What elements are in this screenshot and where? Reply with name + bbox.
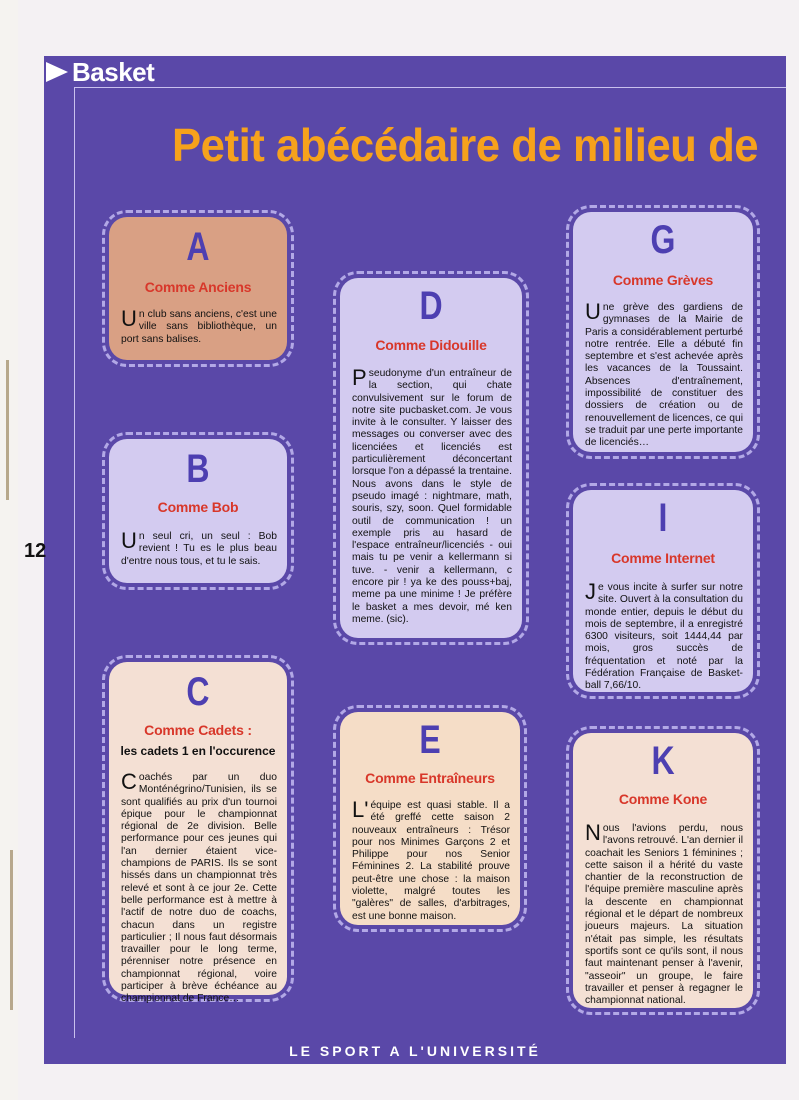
card-letter: D bbox=[419, 284, 443, 328]
section-label: Basket bbox=[72, 56, 155, 87]
card-body: Un club sans anciens, c'est une ville sans bibliothèque, un port sans balises. bbox=[121, 306, 277, 345]
page-title: Petit abécédaire de milieu de bbox=[172, 119, 759, 171]
card-g bbox=[573, 212, 753, 452]
card-e bbox=[340, 712, 520, 925]
header-rule bbox=[74, 87, 786, 88]
card-subheading: les cadets 1 en l'occurence bbox=[120, 744, 276, 758]
card-a bbox=[109, 217, 287, 360]
card-body: Je vous incite à surfer sur notre site. Ouvert à la consultation du monde entier, depuis le début du mois de septembre, il a enregistré 6300 visiteurs, soit 1444,44 par mois, gros succès de fréquentation et noté par la Fédération Française de Basket-ball 7,66/10. bbox=[585, 579, 743, 692]
card-letter: K bbox=[651, 739, 675, 783]
page-number: 12 bbox=[24, 540, 47, 562]
card-heading: Comme Grèves bbox=[612, 272, 714, 288]
card-k bbox=[573, 733, 753, 1008]
arrow-icon bbox=[46, 62, 68, 82]
card-body: Coachés par un duo Monténégrino/Tunisien, ils se sont qualifiés au prix d'un tournoi épique pour le championnat régional de 2e division. Belle performance pour ces jeunes qui l'an dernier étaient vice-champions de PARIS. Ils se sont hissés dans un championnat très relevé et sont à ce jour 2e. Cette belle performance est à mettre à l'actif de notre duo de coachs, chacun dans un registre particulier ; Il nous faut désormais travailler pour le long terme, pérenniser notre présence en championnat régional, voire participer à brève échéance au championnat de France… bbox=[121, 769, 277, 1005]
card-body: Un seul cri, un seul : Bob revient ! Tu es le plus beau d'entre nous tous, et tu le sais. bbox=[121, 528, 277, 567]
card-body: L'équipe est quasi stable. Il a été greffé cette saison 2 nouveaux entraîneurs : Trésor pour nos Minimes Garçons 2 et Philippe pour nos Senior Féminines 2. La stabilité prouve peut-être une chose : la maison violette, malgré toutes les "galères" de salles, d'arbitrages, est une bonne maison. bbox=[352, 797, 510, 922]
card-heading: Comme Anciens bbox=[144, 279, 252, 295]
card-body: Pseudonyme d'un entraîneur de la section, qui chate convulsivement sur le forum de notre site pucbasket.com. Je vous invite à le consulter. Y laisser des messages ou converser avec des licenciées et licenciés est particulièrement déconcertant lorsque l'on a dépassé la trentaine. Nous avons dans le style de pseudo imagé : nightmare, math, souris, szy, soon. Quel formidable outil de communication ! un exemple pris au hasard de l'espace entraîneur/licenciés - oui mais tu pe venir a kellermann si tuve. - venir a kellermann, c encore pir ! ya ke des pouss+baj, meme pa une minime ! Je préfère le basket a mes devoir, mé ken meme. (sic). bbox=[352, 365, 512, 625]
inner-rule bbox=[74, 88, 75, 1038]
card-b bbox=[109, 439, 287, 583]
card-heading: Comme Internet bbox=[611, 550, 715, 566]
margin-photo-edge bbox=[6, 360, 9, 500]
card-letter: A bbox=[186, 225, 210, 269]
card-letter: B bbox=[186, 447, 210, 491]
card-d bbox=[340, 278, 522, 638]
card-letter: I bbox=[658, 496, 668, 540]
page-margin bbox=[0, 0, 18, 1100]
card-heading: Comme Entraîneurs bbox=[365, 770, 495, 786]
card-heading: Comme Cadets : bbox=[144, 722, 252, 738]
card-heading: Comme Didouille bbox=[375, 337, 487, 353]
card-c bbox=[109, 662, 287, 1005]
card-i bbox=[573, 490, 753, 692]
card-letter: C bbox=[186, 670, 210, 714]
card-heading: Comme Kone bbox=[618, 791, 708, 807]
card-body: Une grève des gardiens de gymnases de la Mairie de Paris a considérablement perturbé notre rentrée. Elle a débuté fin septembre et s'est achevée après les vacances de la Toussaint. Absences d'entraînement, impossibilité de constituer des dossiers de création ou de renouvellement de licences, ce qui se traduit par une perte importante de licenciés… bbox=[585, 299, 743, 449]
card-body: Nous l'avions perdu, nous l'avons retrouvé. L'an dernier il coachait les Seniors 1 féminines ; cette saison il a hérité du vaste chantier de la reconstruction de l'équipe première masculine après la descente en championnat régional et le départ de nombreux joueurs majeurs. La situation n'était pas simple, les résultats sportifs sont ce qu'ils sont, il nous faut maintenant penser à l'avenir, "asseoir" un groupe, le faire travailler et penser à regagner le championnat national. bbox=[585, 820, 743, 1007]
card-letter: G bbox=[650, 218, 676, 262]
margin-photo-edge bbox=[10, 850, 13, 1010]
page-footer: LE SPORT A L'UNIVERSITÉ bbox=[44, 1039, 786, 1064]
card-letter: E bbox=[419, 718, 441, 762]
section-tag bbox=[46, 57, 154, 87]
card-heading: Comme Bob bbox=[157, 499, 239, 515]
